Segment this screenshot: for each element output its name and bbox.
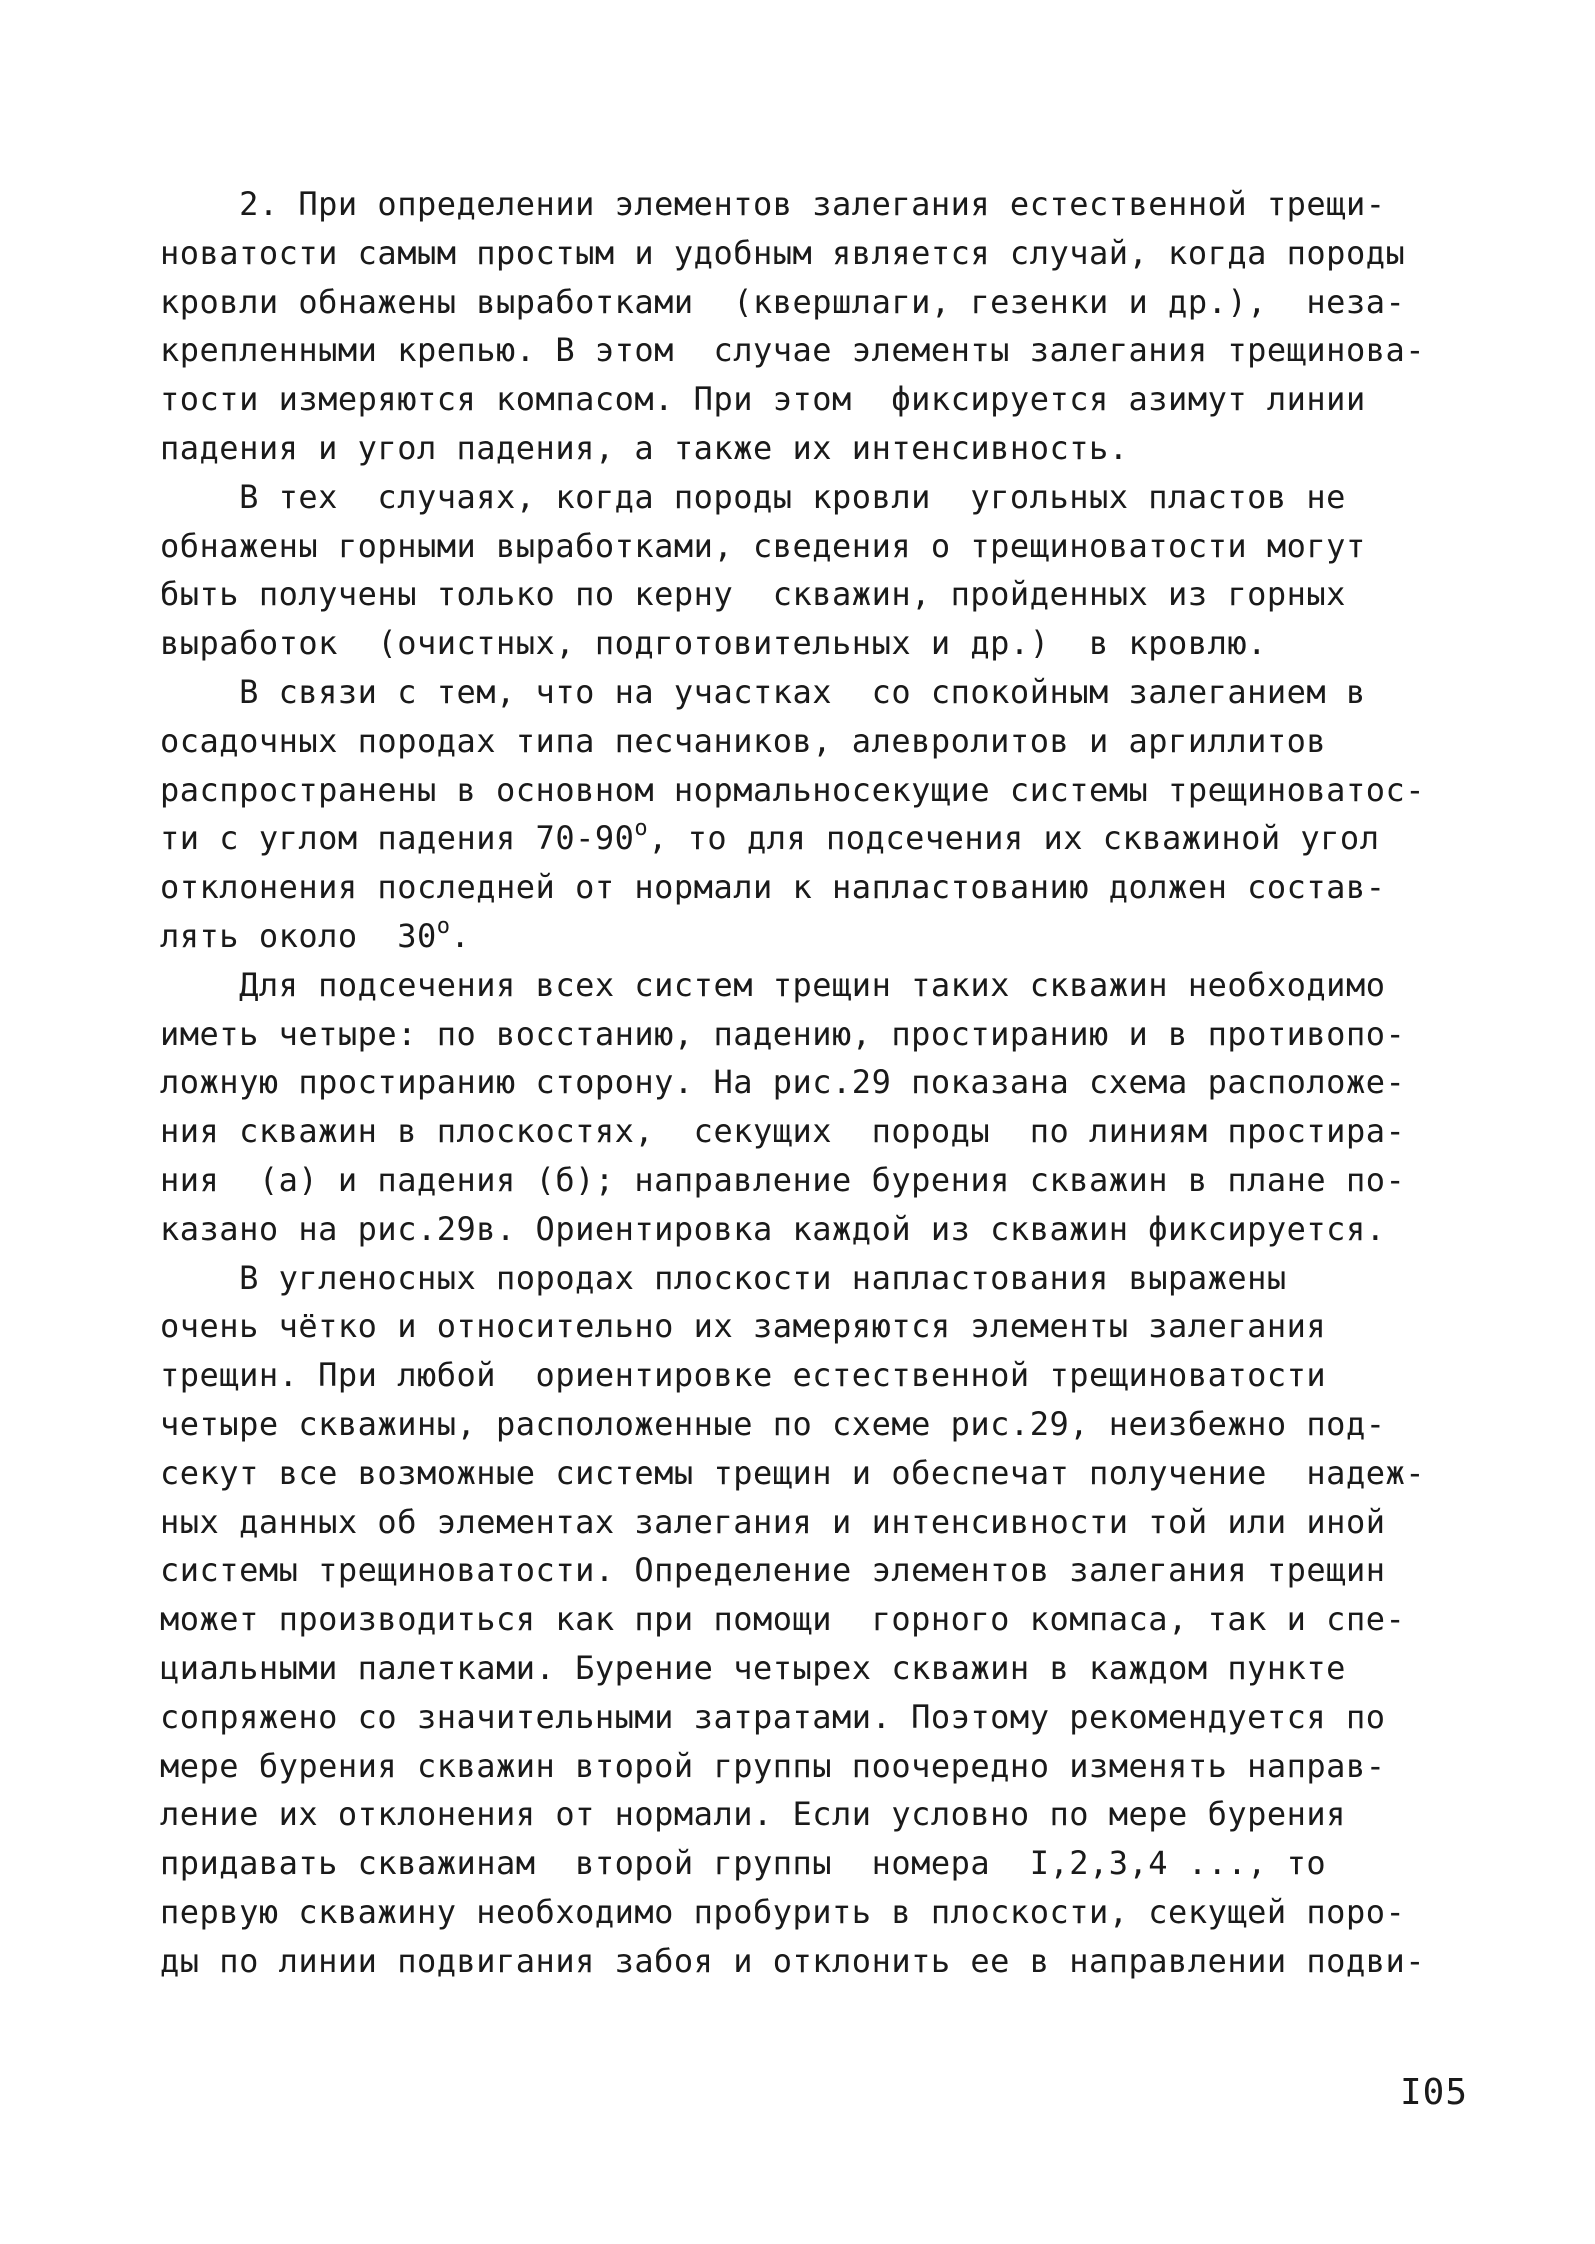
text-line: трещин. При любой ориентировке естественной трещиноватости — [160, 1356, 1327, 1395]
text-segment: . — [450, 916, 471, 955]
text-line: мере бурения скважин второй группы поочередно изменять направ- — [160, 1746, 1386, 1785]
text-line-angle — [160, 814, 1460, 863]
text-line: иметь четыре: по восстанию, падению, простиранию и в противопо- — [160, 1014, 1406, 1053]
text-line: очень чётко и относительно их замеряются элементы залегания — [160, 1307, 1327, 1346]
body-text — [160, 180, 1460, 1985]
text-line: В тех случаях, когда породы кровли угольных пластов не — [160, 477, 1346, 516]
text-line: ложную простиранию сторону. На рис.29 показана схема расположе- — [160, 1063, 1406, 1102]
degree-superscript: о — [634, 816, 649, 842]
text-line: отклонения последней от нормали к напластованию должен состав- — [160, 868, 1386, 907]
text-line: осадочных породах типа песчаников, алевролитов и аргиллитов — [160, 721, 1327, 760]
text-line: обнажены горными выработками, сведения о трещиноватости могут — [160, 526, 1366, 565]
text-line: быть получены только по керну скважин, пройденных из горных — [160, 575, 1346, 614]
text-line: ление их отклонения от нормали. Если условно по мере бурения — [160, 1795, 1346, 1834]
text-line: четыре скважины, расположенные по схеме рис.29, неизбежно под- — [160, 1404, 1386, 1443]
text-line: В связи с тем, что на участках со спокойным залеганием в — [160, 672, 1366, 711]
text-line: первую скважину необходимо пробурить в плоскости, секущей поро- — [160, 1892, 1406, 1931]
text-line: секут все возможные системы трещин и обеспечат получение надеж- — [160, 1453, 1425, 1492]
text-line-30 — [160, 912, 1460, 961]
text-line: ных данных об элементах залегания и интенсивности той или иной — [160, 1502, 1386, 1541]
text-line: крепленными крепью. В этом случае элементы залегания трещинова- — [160, 331, 1425, 370]
text-line: сопряжено со значительными затратами. Поэтому рекомендуется по — [160, 1697, 1386, 1736]
text-line: кровли обнажены выработками (квершлаги, гезенки и др.), неза- — [160, 282, 1406, 321]
text-line: придавать скважинам второй группы номера I,2,3,4 ..., то — [160, 1844, 1327, 1883]
text-line: 2. При определении элементов залегания естественной трещи- — [160, 185, 1386, 223]
text-segment: ти с углом падения 70-90 — [160, 819, 635, 858]
text-line: ния (а) и падения (б); направление бурения скважин в плане по- — [160, 1160, 1406, 1199]
text-line: циальными палетками. Бурение четырех скважин в каждом пункте — [160, 1648, 1346, 1687]
text-line: падения и угол падения, а также их интенсивность. — [160, 428, 1129, 467]
text-line: В угленосных породах плоскости напластования выражены — [160, 1258, 1287, 1297]
text-line: выработок (очистных, подготовительных и др.) в кровлю. — [160, 624, 1267, 663]
text-line: тости измеряются компасом. При этом фиксируется азимут линии — [160, 380, 1366, 419]
text-line: системы трещиноватости. Определение элементов залегания трещин — [160, 1551, 1386, 1590]
degree-superscript: о — [436, 913, 451, 939]
text-line: новатости самым простым и удобным является случай, когда породы — [160, 233, 1406, 272]
text-line: Для подсечения всех систем трещин таких скважин необходимо — [160, 965, 1386, 1004]
page-number: I05 — [1400, 2072, 1469, 2113]
text-line: ния скважин в плоскостях, секущих породы по линиям простира- — [160, 1112, 1406, 1151]
text-line: может производиться как при помощи горного компаса, так и спе- — [160, 1600, 1406, 1639]
text-segment: лять около 30 — [160, 916, 437, 955]
text-line: казано на рис.29в. Ориентировка каждой из скважин фиксируется. — [160, 1209, 1386, 1248]
text-segment: , то для подсечения их скважиной угол — [648, 819, 1380, 858]
text-line: распространены в основном нормальносекущие системы трещиноватос- — [160, 770, 1425, 809]
text-line: ды по линии подвигания забоя и отклонить ее в направлении подви- — [160, 1941, 1425, 1980]
